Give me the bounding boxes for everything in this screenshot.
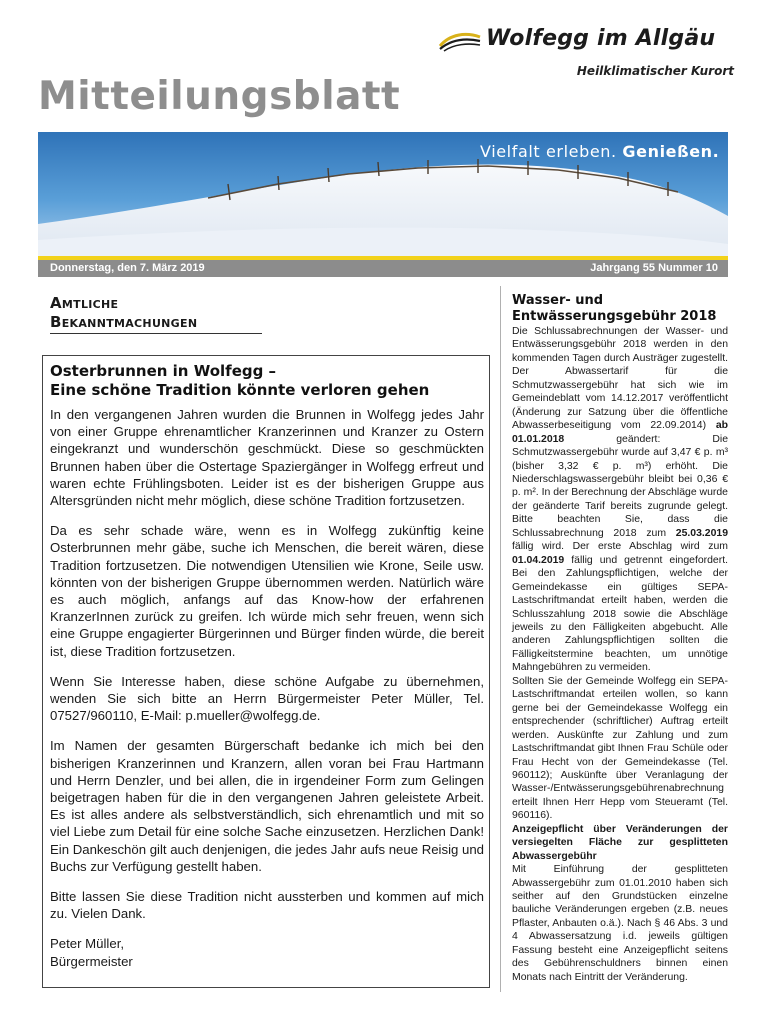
signature-role: Bürgermeister bbox=[50, 953, 133, 969]
tagline bbox=[480, 142, 719, 161]
article-title-line1: Osterbrunnen in Wolfegg – bbox=[50, 362, 277, 380]
issue-number: Jahrgang 55 Nummer 10 bbox=[590, 262, 718, 274]
tagline-bold: Genießen. bbox=[622, 142, 720, 161]
sidebar-text: Die Schlussabrechnungen der Wasser- und Entwässerungsgebühr 2018 werden in den kommenden Tagen durch Austräger zugestellt. Der Abwassertarif für die Schmutzwassergebühr hat sich wie im Gemeindeblatt vom 14.12.2017 veröffentlicht (Änderung zur Satzung über die öffentliche Abwasserbeseitigung vom 22.09.2014) bbox=[512, 326, 728, 432]
logo bbox=[438, 26, 738, 88]
wave-logo-icon bbox=[438, 30, 482, 52]
sidebar-date-bold: 01.04.2019 bbox=[512, 554, 565, 566]
article-paragraph: Da es sehr schade wäre, wenn es in Wolfegg zukünftig keine Osterbrunnen mehr gäbe, suche ich Menschen, die bereit wären, diese Tradition fortzusetzen. Die notwendigen Utensilien wie Krone, Seile usw. könnten von der bisherigen Gruppe übernommen werden. Natürlich wäre es auch möglich, anfangs auf das Know-how der erfahrenen KranzerInnen zurück zu greifen. Ich würde mich sehr freuen, wenn sich eine Gruppe engagierter Bürgerinnen und Bürger finden würde, die bereit ist, diese Tradition fortzusetzen. bbox=[50, 523, 484, 659]
logo-subtitle: Heilklimatischer Kurort bbox=[576, 64, 734, 78]
issue-date: Donnerstag, den 7. März 2019 bbox=[50, 262, 205, 274]
sidebar-text: fällig wird. Der erste Abschlag wird zum bbox=[512, 541, 728, 553]
article-paragraph: Bitte lassen Sie diese Tradition nicht aussterben und kommen auf mich zu. Vielen Dank. bbox=[50, 889, 484, 922]
sidebar-text: fällig und getrennt eingefordert. Bei den Zahlungspflichtigen, welche der Gemeindekasse ein gültiges SEPA-Lastschriftmandat erteilt haben, werden die Schlusszahlung 2018 sowie die Abschläge jeweils zu den Fälligkeiten abgebucht. Alle anderen Zahlungspflichtigen sollten die Fälligkeitstermine beachten, um unnötige Mahngebühren zu vermeiden. bbox=[512, 554, 729, 674]
article-title-line2: Eine schöne Tradition könnte verloren gehen bbox=[50, 381, 430, 399]
sidebar-body bbox=[512, 325, 728, 984]
article-paragraph: Wenn Sie Interesse haben, diese schöne Aufgabe zu übernehmen, wenden Sie sich bitte an Herrn Bürgermeister Peter Müller, Tel. 07527/960110, E-Mail: p.mueller@wolfegg.de. bbox=[50, 673, 484, 724]
issue-info-bar bbox=[38, 260, 728, 277]
sidebar-paragraph-1 bbox=[512, 325, 728, 675]
sidebar-subheading: Anzeigepflicht über Veränderungen der versiegelten Fläche zur gesplitteten Abwassergebühr bbox=[512, 823, 728, 862]
section-heading-line1: Amtliche bbox=[50, 294, 119, 312]
tagline-light: Vielfalt erleben. bbox=[480, 142, 617, 161]
section-heading-line2: Bekanntmachungen bbox=[50, 313, 198, 331]
sidebar-text: geändert: Die Schmutzwassergebühr wurde auf 3,47 € p. m³ (bisher 3,32 € p. m³) erhöht. Die Niederschlagswassergebühr bleibt bei 0,36 € p. m². In der Berechnung der Abschläge wurde der geänderte Tarif bereits zugrunde gelegt. Bitte beachten Sie, dass die Schlussabrechnung 2018 zum bbox=[512, 433, 729, 539]
sidebar-title: Wasser- und Entwässerungsgebühr 2018 bbox=[512, 293, 717, 324]
sidebar-paragraph-3: Mit Einführung der gesplitteten Abwassergebühr zum 01.01.2010 haben sich seither auf den Grundstücken einzelne bauliche Veränderungen ergeben (z.B. neues Pflaster, Anbauten o.ä.). Nach § 46 Abs. 3 und 4 Abwassersatzung i.d. jeweils gültigen Fassung besteht eine Anzeigepflicht seitens des Gebührenschuldners binnen einen Monats nach Eintritt der Veränderung. bbox=[512, 864, 728, 983]
section-rule bbox=[50, 333, 262, 334]
article-signature bbox=[50, 935, 484, 969]
masthead-title: Mitteilungsblatt bbox=[38, 74, 401, 119]
signature-name: Peter Müller, bbox=[50, 936, 125, 952]
column-divider bbox=[500, 286, 501, 992]
article-paragraph: In den vergangenen Jahren wurden die Brunnen in Wolfegg jedes Jahr von einer Gruppe ehrenamtlicher Kranzerinnen und Kranzer zu Ostern eingekranzt und wunderschön geschmückt. Diese so geschmückten Brunnen haben über die Ostertage Spaziergänger in Wolfegg erfreut und waren echte Frühlingsboten. Leider ist es der bisherigen Gruppe aus Altersgründen nicht mehr möglich, diese schöne Tradition fortzusetzen. bbox=[50, 407, 484, 509]
article-body bbox=[50, 406, 484, 970]
sidebar-paragraph-2: Sollten Sie der Gemeinde Wolfegg ein SEPA-Lastschriftmandat erteilen wollen, so kann gerne bei der Gemeindekasse Wolfegg ein entsprechender (schriftlicher) Auftrag erteilt werden. Auskünfte zur Zahlung und zum Lastschriftmandat gibt Ihnen Frau Schüle oder Frau Hecht von der Gemeindekasse (Tel. 960112); Auskünfte über Veranlagung der Wasser-/Entwässerungsgebührenabrechnung erteilt Ihnen Herr Hepp vom Steueramt (Tel. 960116). bbox=[512, 675, 728, 822]
article-paragraph: Im Namen der gesamten Bürgerschaft bedanke ich mich bei den bisherigen Kranzerinnen und Kranzern, allen voran bei Frau Hartmann und Herrn Denzler, und bei allen, die in irgendeiner Form zum Gelingen beigetragen haben für die in den vergangenen Jahren geleistete Arbeit. Es ist alles andere als selbstverständlich, sich ehrenamtlich und mit so viel Liebe zum Detail für eine solche Sache einzusetzen. Herzlichen Dank! Ein Dankeschön gilt auch denjenigen, die jedes Jahr aufs neue Reisig und Buchs zur Verfügung gestellt haben. bbox=[50, 738, 485, 874]
article-title bbox=[50, 362, 484, 400]
section-heading bbox=[50, 294, 262, 332]
sidebar-date-bold: 25.03.2019 bbox=[675, 527, 729, 539]
logo-name: Wolfegg im Allgäu bbox=[486, 26, 716, 51]
sidebar-date-bold: ab 01.01.2018 bbox=[512, 420, 728, 445]
